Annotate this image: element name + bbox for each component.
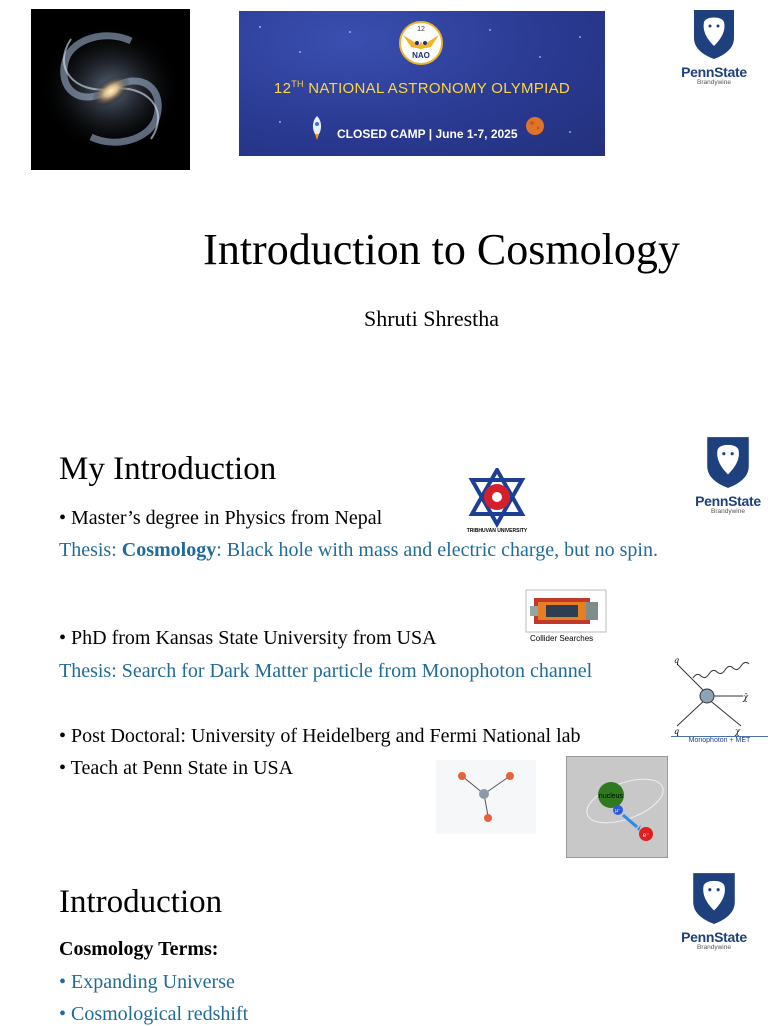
mars-planet-icon bbox=[524, 115, 546, 137]
particle-decay-image bbox=[436, 760, 536, 834]
muon-capture-image bbox=[566, 756, 668, 858]
term-cosmological-redshift: • Cosmological redshift bbox=[59, 1003, 249, 1025]
banner-title-text: NATIONAL ASTRONOMY OLYMPIAD bbox=[303, 80, 571, 97]
pennstate-logo bbox=[688, 435, 768, 516]
muon-capture-graphic bbox=[567, 757, 667, 857]
muon-label: μ⁻ bbox=[615, 808, 621, 814]
label-q-bottom: q bbox=[674, 727, 680, 736]
bullet-masters-degree: • Master’s degree in Physics from Nepal bbox=[59, 507, 383, 529]
milky-way-galaxy-image bbox=[31, 9, 190, 170]
tu-label: TRIBHUVAN UNIVERSITY bbox=[466, 528, 528, 534]
pennstate-campus: Brandywine bbox=[711, 508, 745, 515]
banner-subtitle: CLOSED CAMP | June 1-7, 2025 bbox=[337, 127, 518, 141]
pennstate-logo bbox=[674, 8, 754, 87]
electron-label: e⁻ bbox=[642, 833, 650, 839]
pennstate-logo bbox=[674, 871, 754, 952]
label-chi: χ bbox=[735, 727, 740, 736]
nittany-lion-shield-icon bbox=[705, 435, 751, 489]
nittany-lion-shield-icon bbox=[692, 8, 736, 60]
pennstate-wordmark: PennState bbox=[681, 929, 747, 945]
feynman-diagram-graphic bbox=[671, 654, 768, 736]
cosmology-terms-heading: Cosmology Terms: bbox=[59, 938, 219, 960]
thesis-text: : Black hole with mass and electric charge, but no spin. bbox=[216, 539, 658, 561]
banner-title-number: 12 bbox=[273, 80, 292, 97]
label-chi-bar: χ̄ bbox=[743, 693, 748, 702]
introduction-heading: Introduction bbox=[59, 884, 223, 920]
term-expanding-universe: • Expanding Universe bbox=[59, 971, 235, 993]
banner-title-suffix: TH bbox=[291, 79, 304, 89]
pennstate-wordmark: PennState bbox=[681, 64, 747, 80]
bullet-phd: • PhD from Kansas State University from USA bbox=[59, 627, 437, 649]
owl-wings-icon bbox=[401, 33, 441, 51]
bullet-postdoc: • Post Doctoral: University of Heidelberg and Fermi National lab bbox=[59, 725, 581, 747]
collider-caption: Collider Searches bbox=[530, 634, 594, 643]
thesis-prefix: Thesis: bbox=[59, 539, 122, 561]
badge-number: 12 bbox=[417, 26, 425, 33]
galaxy-graphic bbox=[31, 9, 190, 170]
presentation-title: Introduction to Cosmology bbox=[203, 225, 680, 274]
decay-vertex-graphic bbox=[436, 760, 536, 834]
bullet-teaching: • Teach at Penn State in USA bbox=[59, 757, 294, 779]
thesis-masters bbox=[59, 538, 699, 562]
collider-searches-image bbox=[524, 588, 610, 644]
rocket-icon bbox=[307, 115, 327, 141]
thesis-keyword: Cosmology bbox=[121, 539, 217, 561]
thesis-phd: Thesis: Search for Dark Matter particle from Monophoton channel bbox=[59, 660, 593, 682]
banner-title bbox=[239, 79, 605, 97]
label-q-top: q bbox=[674, 656, 680, 665]
my-introduction-heading: My Introduction bbox=[59, 451, 277, 487]
pennstate-campus: Brandywine bbox=[697, 944, 731, 951]
badge-label: NAO bbox=[412, 51, 430, 60]
feynman-caption: Monophoton + MET bbox=[671, 736, 768, 744]
olympiad-banner bbox=[239, 11, 605, 156]
nao-badge-icon bbox=[399, 21, 443, 65]
nucleus-label: nucleus bbox=[598, 793, 624, 800]
detector-graphic bbox=[524, 588, 608, 634]
tu-emblem-icon bbox=[442, 468, 552, 528]
pennstate-wordmark: PennState bbox=[695, 493, 761, 509]
monophoton-feynman-diagram bbox=[671, 654, 768, 746]
tribhuvan-university-logo bbox=[442, 468, 552, 536]
author-name: Shruti Shrestha bbox=[363, 306, 500, 331]
pennstate-campus: Brandywine bbox=[697, 79, 731, 86]
nittany-lion-shield-icon bbox=[691, 871, 737, 925]
